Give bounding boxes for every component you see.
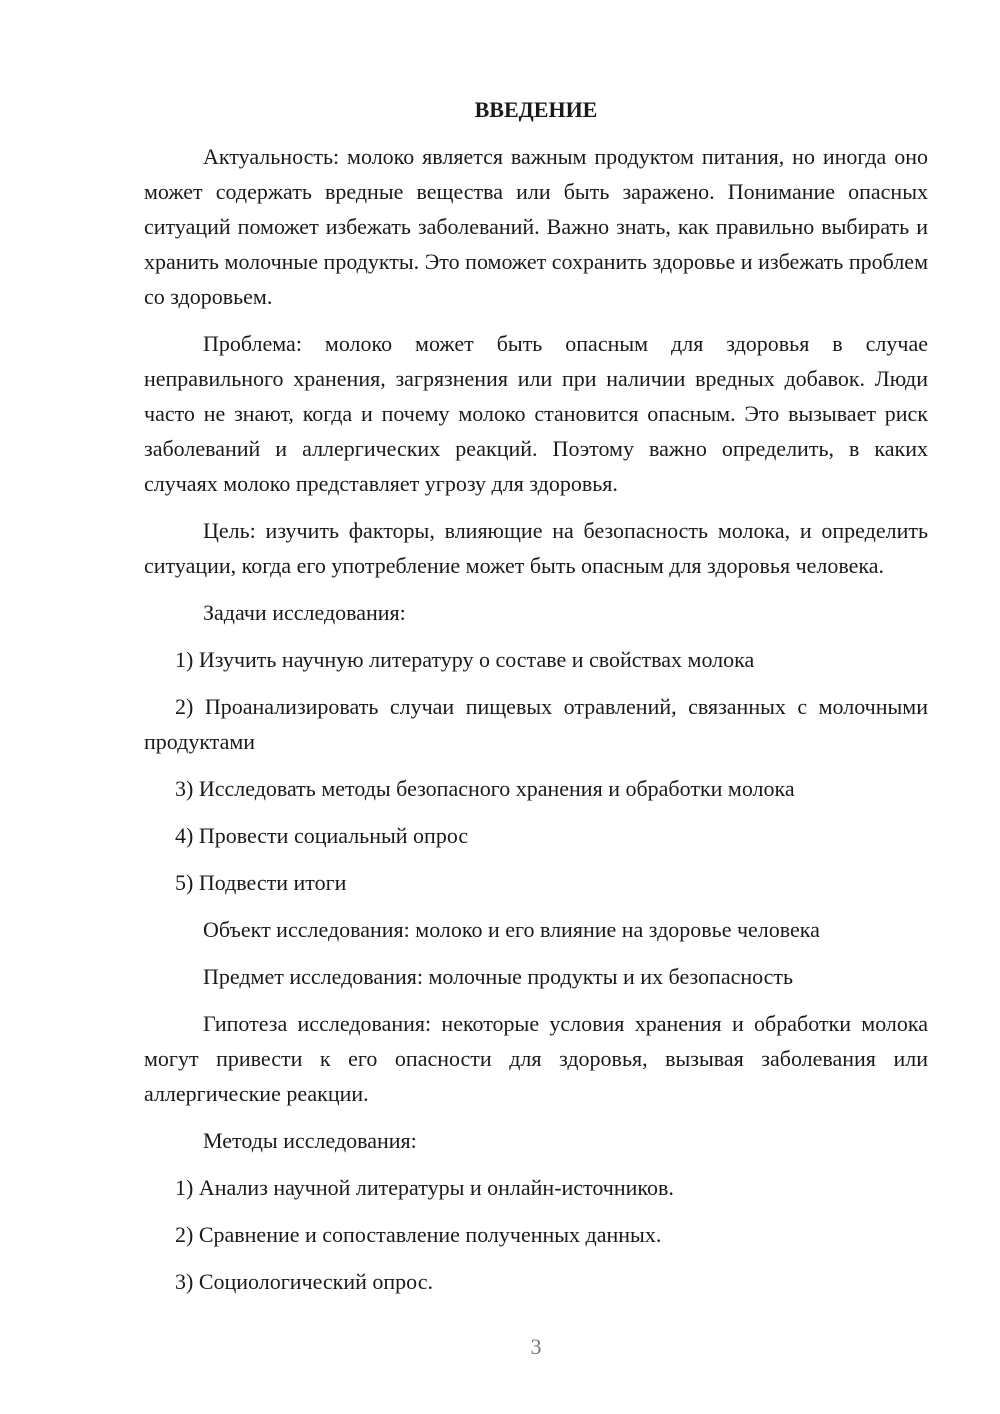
task-item: 3) Исследовать методы безопасного хранения и обработки молока — [175, 776, 795, 801]
relevance-paragraph: Актуальность: молоко является важным продуктом питания, но иногда оно может содержать вредные вещества или быть заражено. Понимание опасных ситуаций поможет избежать заболеваний. Важно знать, как правильно выбирать и хранить молочные продукты. Это поможет сохранить здоровье и избежать проблем со здоровьем. — [144, 144, 928, 309]
page-number: 3 — [530, 1334, 542, 1359]
task-item: 2) Проанализировать случаи пищевых отравлений, связанных с молочными продуктами — [144, 694, 928, 754]
method-item: 1) Анализ научной литературы и онлайн-источников. — [175, 1175, 674, 1200]
section-heading: ВВЕДЕНИЕ — [474, 97, 598, 122]
hypothesis-paragraph: Гипотеза исследования: некоторые условия хранения и обработки молока могут привести к его опасности для здоровья, вызывая заболевания или аллергические реакции. — [144, 1011, 928, 1106]
method-item: 3) Социологический опрос. — [175, 1269, 433, 1294]
tasks-heading: Задачи исследования: — [203, 600, 406, 625]
goal-paragraph: Цель: изучить факторы, влияющие на безопасность молока, и определить ситуации, когда его употребление может быть опасным для здоровья человека. — [144, 518, 928, 578]
task-item: 5) Подвести итоги — [175, 870, 347, 895]
method-item: 2) Сравнение и сопоставление полученных данных. — [175, 1222, 662, 1247]
page-content — [144, 95, 928, 1311]
subject-paragraph: Предмет исследования: молочные продукты и их безопасность — [203, 964, 794, 989]
task-item: 4) Провести социальный опрос — [175, 823, 469, 848]
task-item: 1) Изучить научную литературу о составе и свойствах молока — [175, 647, 755, 672]
object-paragraph: Объект исследования: молоко и его влияние на здоровье человека — [203, 917, 820, 942]
problem-paragraph: Проблема: молоко может быть опасным для здоровья в случае неправильного хранения, загрязнения или при наличии вредных добавок. Люди часто не знают, когда и почему молоко становится опасным. Это вызывает риск заболеваний и аллергических реакций. Поэтому важно определить, в каких случаях молоко представляет угрозу для здоровья. — [144, 331, 928, 496]
methods-heading: Методы исследования: — [203, 1128, 417, 1153]
